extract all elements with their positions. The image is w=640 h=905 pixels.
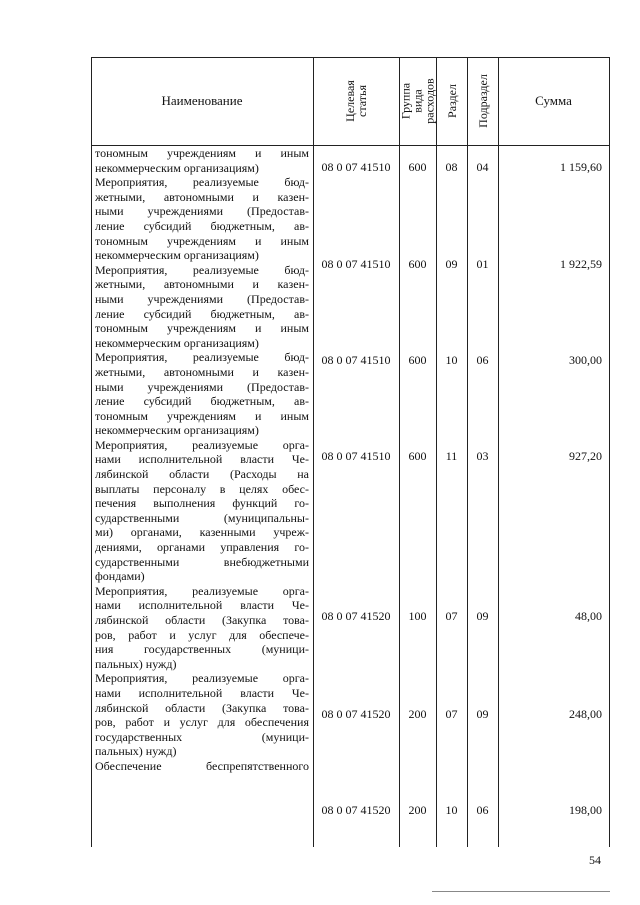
section: 08 (445, 160, 458, 174)
footer-rule (432, 891, 610, 892)
table-row (313, 707, 610, 722)
text-line: пальных) нужд) (95, 656, 177, 671)
text-line: некоммерческим организациям) (95, 423, 259, 438)
section: 09 (445, 257, 458, 271)
header-code: Целевая статья (343, 80, 369, 122)
text-line: ров, работ и услуг для обеспече- (95, 627, 309, 642)
header-group: Группа вида расходов (398, 78, 437, 124)
text-line: Мероприятия, реализуемые орга- (95, 437, 309, 452)
text-line: тономным учреждениям и иным (95, 233, 309, 248)
target-code: 08 0 07 41510 (321, 449, 391, 463)
text-line: некоммерческим организациям) (95, 160, 259, 175)
target-code: 08 0 07 41520 (321, 609, 391, 623)
text-line: ния государственных (муници- (95, 642, 309, 657)
text-line: ление субсидий бюджетным, ав- (95, 218, 309, 233)
target-code: 08 0 07 41510 (321, 353, 391, 367)
amount: 927,20 (569, 449, 602, 463)
text-line: сударственными (муниципальны- (95, 510, 309, 525)
text-line: лябинской области (Закупка това- (95, 613, 309, 627)
expense-group: 600 (408, 257, 427, 271)
text-line: Мероприятия, реализуемые бюд- (95, 262, 309, 277)
text-line: жетными, автономными и казен- (95, 364, 309, 379)
target-code: 08 0 07 41520 (321, 707, 391, 721)
subsection: 01 (476, 257, 489, 271)
header-name: Наименование (161, 93, 243, 108)
section: 10 (445, 803, 458, 817)
text-line: фондами) (95, 569, 145, 584)
text-line: печения выполнения функций го- (95, 496, 309, 511)
text-line: тономным учреждениям и иным (95, 146, 309, 160)
header-sum: Сумма (535, 93, 572, 108)
subsection: 09 (476, 707, 489, 721)
text-line: нами исполнительной власти Че- (95, 452, 309, 467)
name-column (95, 146, 309, 774)
budget-table (91, 57, 610, 847)
text-line: тономным учреждениям и иным (95, 408, 309, 423)
text-line: тономным учреждениям и иным (95, 321, 309, 336)
section: 07 (445, 609, 458, 623)
text-line: пальных) нужд) (95, 744, 177, 759)
amount: 48,00 (575, 609, 602, 623)
table-row (313, 803, 610, 818)
text-line: ление субсидий бюджетным, ав- (95, 306, 309, 321)
table-row (313, 257, 610, 272)
text-line: жетными, автономными и казен- (95, 189, 309, 204)
text-line: Мероприятия, реализуемые орга- (95, 583, 309, 598)
text-line: ми) органами, казенными учреж- (95, 525, 309, 540)
subsection: 06 (476, 803, 489, 817)
table-row (313, 449, 610, 464)
text-line: ление субсидий бюджетным, ав- (95, 394, 309, 409)
amount: 1 159,60 (560, 160, 602, 174)
expense-group: 100 (408, 609, 427, 623)
text-line: государственных (муници- (95, 729, 309, 744)
amount: 1 922,59 (560, 257, 602, 271)
amount: 248,00 (569, 707, 602, 721)
table-row (313, 609, 610, 624)
text-line: нами исполнительной власти Че- (95, 685, 309, 700)
text-line: Мероприятия, реализуемые бюд- (95, 350, 309, 365)
table-row (313, 353, 610, 368)
expense-group: 200 (408, 803, 427, 817)
subsection: 06 (476, 353, 489, 367)
text-line: жетными, автономными и казен- (95, 277, 309, 292)
text-line: нами исполнительной власти Че- (95, 598, 309, 613)
expense-group: 200 (408, 707, 427, 721)
target-code: 08 0 07 41510 (321, 257, 391, 271)
text-line: ными учреждениями (Предостав- (95, 379, 309, 394)
header-section: Раздел (444, 84, 459, 118)
subsection: 09 (476, 609, 489, 623)
text-line: некоммерческим организациям) (95, 248, 259, 263)
text-line: выплаты персоналу в целях обес- (95, 481, 309, 496)
text-line: Мероприятия, реализуемые орга- (95, 671, 309, 686)
text-line: ров, работ и услуг для обеспечения (95, 715, 309, 730)
text-line: ными учреждениями (Предостав- (95, 204, 309, 219)
table-row (313, 160, 610, 175)
text-line: некоммерческим организациям) (95, 335, 259, 350)
expense-group: 600 (408, 353, 427, 367)
section: 07 (445, 707, 458, 721)
section: 11 (445, 449, 458, 463)
header-subsection: Подраздел (475, 74, 490, 128)
text-line: лябинской области (Закупка това- (95, 700, 309, 715)
expense-group: 600 (408, 160, 427, 174)
amount: 300,00 (569, 353, 602, 367)
page-number: 54 (589, 853, 601, 867)
subsection: 03 (476, 449, 489, 463)
subsection: 04 (476, 160, 489, 174)
section: 10 (445, 353, 458, 367)
target-code: 08 0 07 41520 (321, 803, 391, 817)
expense-group: 600 (408, 449, 427, 463)
text-line: ными учреждениями (Предостав- (95, 291, 309, 306)
target-code: 08 0 07 41510 (321, 160, 391, 174)
text-line: лябинской области (Расходы на (95, 467, 309, 482)
text-line: сударственными внебюджетными (95, 554, 309, 569)
text-line: Обеспечение беспрепятственного (95, 758, 309, 773)
text-line: Мероприятия, реализуемые бюд- (95, 175, 309, 190)
text-line: дениями, органами управления го- (95, 540, 309, 555)
amount: 198,00 (569, 803, 602, 817)
